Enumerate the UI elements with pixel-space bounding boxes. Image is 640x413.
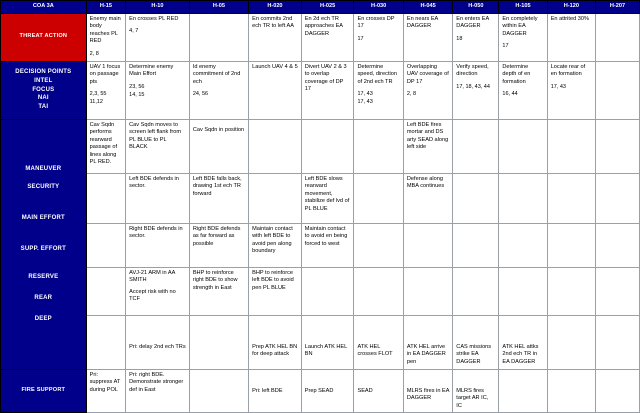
cell-text: Left BDE falls back, drawing 1st ech TR forward [192,175,242,197]
column-header-2: H-05 [189,1,248,14]
cell-text: Cav Sqdn in position [192,126,245,133]
cell-security-4 [301,119,354,173]
cell-security-6 [403,119,452,173]
cell-fs-2 [189,369,248,413]
cell-text: ATK HEL arrive in EA DAGGER pen [406,343,446,365]
cell-text: BHP to reinforce right BDE to show strength in East [192,269,238,291]
cell-num: 18 [456,35,463,42]
cell-supp-8 [499,223,547,267]
row-label-decision-points [1,61,87,119]
cell-security-2 [189,119,248,173]
cell-threat-6 [403,13,452,61]
cell-text: Maintain contact with left BDE to avoid pen along boundary [252,225,293,255]
column-header-8: H-105 [499,1,547,14]
row-maneuver-security [1,119,640,173]
row-label-threat-action: THREAT ACTION [1,13,87,61]
cell-dp-10 [595,61,639,119]
cell-security-7 [453,119,499,173]
cell-supp-4 [301,223,354,267]
cell-reserve-0 [86,267,126,315]
cell-main-6 [403,173,452,223]
cell-security-3 [249,119,302,173]
cell-text: Overlapping UAV coverage of DP 17 [406,63,449,85]
cell-text: MLRS fires target AR IC, IC [456,387,489,409]
cell-fs-3 [249,369,302,413]
cell-threat-3 [249,13,302,61]
row-sublabel-reserve: RESERVE [28,274,59,281]
cell-num: 17, 43 [357,99,373,106]
cell-reserve-6 [403,267,452,315]
cell-num: 17, 43 [357,91,373,98]
cell-reserve-2 [189,267,248,315]
cell-text: Right BDE defends in sector. [129,225,183,240]
cell-supp-9 [547,223,595,267]
cell-supp-10 [595,223,639,267]
cell-fs-5 [354,369,403,413]
cell-deep-9 [547,315,595,369]
cell-num: 2, 8 [89,50,99,57]
cell-num: 16, 44 [502,91,518,98]
cell-supp-6 [403,223,452,267]
cell-main-5 [354,173,403,223]
cell-supp-0 [86,223,126,267]
cell-reserve-7 [453,267,499,315]
row-sublabel-supp-effort: SUPP. EFFORT [20,245,66,252]
cell-text: Determine speed, direction of 2nd ech TR [357,63,397,85]
cell-main-8 [499,173,547,223]
cell-dp-0 [86,61,126,119]
cell-security-1 [126,119,190,173]
row-label-fire-support: FIRE SUPPORT [1,369,87,413]
cell-supp-1 [126,223,190,267]
cell-text: MLRS fires in EA DAGGER [406,387,450,402]
cell-fs-10 [595,369,639,413]
cell-text: Launch ATK HEL BN [304,343,348,358]
cell-main-7 [453,173,499,223]
cell-dp-4 [301,61,354,119]
cell-text: ATK HEL attks 2nd ech TR in EA DAGGER [502,343,539,365]
cell-text: Prep SEAD [304,387,334,394]
cell-text: Enemy main body reaches PL RED [89,15,121,45]
cell-text: AVJ-21 ARM in AA SMITH [129,269,176,284]
cell-deep-1 [126,315,190,369]
cell-security-10 [595,119,639,173]
cell-threat-4 [301,13,354,61]
cell-text: Pri: left BDE [252,387,283,394]
cell-text: Id enemy commitment of 2nd ech [192,63,241,85]
cell-deep-6 [403,315,452,369]
cell-threat-10 [595,13,639,61]
cell-text: En enters EA DAGGER [456,15,489,30]
cell-text: Determine depth of en formation [502,63,531,85]
cell-text: En commits 2nd ech TR to left AA [252,15,294,30]
cell-threat-8 [499,13,547,61]
cell-supp-2 [189,223,248,267]
cell-text: Pri: right BDE. Demonstrate stronger def in East [129,371,184,393]
cell-text: CAS missions strike EA DAGGER [456,343,492,365]
cell-text: Divert UAV 2 & 3 to overlap coverage of DP 17 [304,63,347,93]
cell-deep-3 [249,315,302,369]
cell-text: Right BDE defends as far forward as possible [192,225,241,247]
cell-text: Left BDE defends in sector. [129,175,179,190]
row-fire-support [1,369,640,413]
cell-threat-2 [189,13,248,61]
cell-reserve-3 [249,267,302,315]
cell-fs-8 [499,369,547,413]
cell-num: 17 [502,43,509,50]
cell-text: En crosses DP 17 [357,15,395,30]
row-sublabel-rear: REAR [34,295,53,302]
cell-fs-4 [301,369,354,413]
row-label-maneuver [1,119,87,369]
column-header-0: H-15 [86,1,126,14]
cell-fs-6 [403,369,452,413]
row-reserve [1,267,640,315]
cell-text: En completely within EA DAGGER [502,15,538,37]
cell-text: BHP to reinforce left BDE to avoid pen PL BLUE [252,269,294,291]
cell-main-0 [86,173,126,223]
cell-threat-7 [453,13,499,61]
row-decision-points [1,61,640,119]
cell-text: Defense along MBA continues [406,175,445,190]
column-header-6: H-045 [403,1,452,14]
cell-text: Cav Sqdn performs rearward passage of lines along PL RED. [89,121,117,166]
cell-threat-9 [547,13,595,61]
cell-deep-7 [453,315,499,369]
cell-deep-4 [301,315,354,369]
cell-num: 14, 15 [129,91,145,98]
cell-text: Maintain contact to avoid en being forced to west [304,225,348,247]
cell-dp-1 [126,61,190,119]
cell-num: 4, 7 [129,28,139,35]
cell-reserve-10 [595,267,639,315]
row-label-main: DECISION POINTS [15,69,72,76]
cell-text: Pri: suppress AT during POL [89,371,121,393]
cell-num: 24, 56 [192,91,209,98]
cell-reserve-8 [499,267,547,315]
cell-reserve-5 [354,267,403,315]
row-deep [1,315,640,369]
row-threat-action [1,13,640,61]
cell-text: ATK HEL crosses FLOT [357,343,393,358]
cell-dp-3 [249,61,302,119]
cell-supp-3 [249,223,302,267]
column-header-3: H-020 [249,1,302,14]
cell-num: 11,12 [89,99,103,106]
cell-security-9 [547,119,595,173]
cell-threat-5 [354,13,403,61]
column-header-7: H-050 [453,1,499,14]
cell-main-4 [301,173,354,223]
cell-text: Determine enemy Main Effort [129,63,174,78]
cell-dp-7 [453,61,499,119]
cell-text: En attrited 30% [550,15,589,22]
column-header-10: H-207 [595,1,639,14]
cell-deep-10 [595,315,639,369]
cell-main-3 [249,173,302,223]
cell-security-0 [86,119,126,173]
cell-text: Pri: delay 2nd ech TRs [129,343,186,350]
cell-text: En crosses PL RED [129,15,179,22]
header-row [1,1,640,14]
cell-deep-5 [354,315,403,369]
column-header-5: H-030 [354,1,403,14]
column-header-9: H-120 [547,1,595,14]
cell-main-2 [189,173,248,223]
row-sublabel-main-effort: MAIN EFFORT [21,215,65,222]
row-sublabel-security: SECURITY [27,184,60,191]
cell-dp-9 [547,61,595,119]
row-label-main: MANEUVER [25,165,62,172]
row-sublabel-tai: TAI [38,104,49,111]
cell-num: 17 [357,35,364,42]
row-sublabel-deep: DEEP [34,315,52,322]
cell-fs-7 [453,369,499,413]
cell-text: En 2d ech TR approaches EA DAGGER [304,15,343,37]
cell-supp-7 [453,223,499,267]
cell-dp-6 [403,61,452,119]
cell-text: SEAD [357,387,373,394]
cell-main-1 [126,173,190,223]
cell-text: Left BDE fires mortar and DS arty SEAD along left side [406,121,449,151]
cell-num: 17, 18, 43, 44 [456,83,490,90]
cell-reserve-9 [547,267,595,315]
cell-security-5 [354,119,403,173]
row-supp-effort [1,223,640,267]
cell-text: Left BDE slows rearward movement, stabilize def lvd of PL BLUE [304,175,350,212]
row-sublabel-nai: NAI [37,95,49,102]
cell-dp-2 [189,61,248,119]
row-main-effort [1,173,640,223]
cell-dp-5 [354,61,403,119]
cell-text: Cav Sqdn moves to screen left flank from PL BLUE to PL BLACK [129,121,182,151]
cell-deep-2 [189,315,248,369]
cell-text: UAV 1 focus on passage pts [89,63,121,85]
cell-security-8 [499,119,547,173]
cell-reserve-1 [126,267,190,315]
column-header-1: H-10 [126,1,190,14]
page-title: COA 3A [1,1,87,14]
cell-num: 23, 56 [129,83,145,90]
cell-main-10 [595,173,639,223]
cell-text: Prep ATK HEL BN for deep attack [252,343,298,358]
cell-fs-9 [547,369,595,413]
cell-main-9 [547,173,595,223]
cell-fs-0 [86,369,126,413]
cell-text: Accept risk with no TCF [129,288,176,303]
cell-threat-1 [126,13,190,61]
cell-deep-0 [86,315,126,369]
cell-fs-1 [126,369,190,413]
cell-text: Verify speed, direction [456,63,489,78]
cell-num: 17, 43 [550,83,566,90]
cell-text: Launch UAV 4 & 5 [252,63,298,70]
row-sublabel-focus: FOCUS [32,86,55,93]
column-header-4: H-025 [301,1,354,14]
cell-dp-8 [499,61,547,119]
cell-num: 2,3, 55 [89,91,107,98]
row-sublabel-intel: INTEL [34,78,53,85]
cell-text: Locate rear of en formation [550,63,586,78]
cell-reserve-4 [301,267,354,315]
cell-supp-5 [354,223,403,267]
cell-threat-0 [86,13,126,61]
cell-deep-8 [499,315,547,369]
cell-num: 2, 8 [406,91,417,98]
cell-text: En nears EA DAGGER [406,15,438,30]
